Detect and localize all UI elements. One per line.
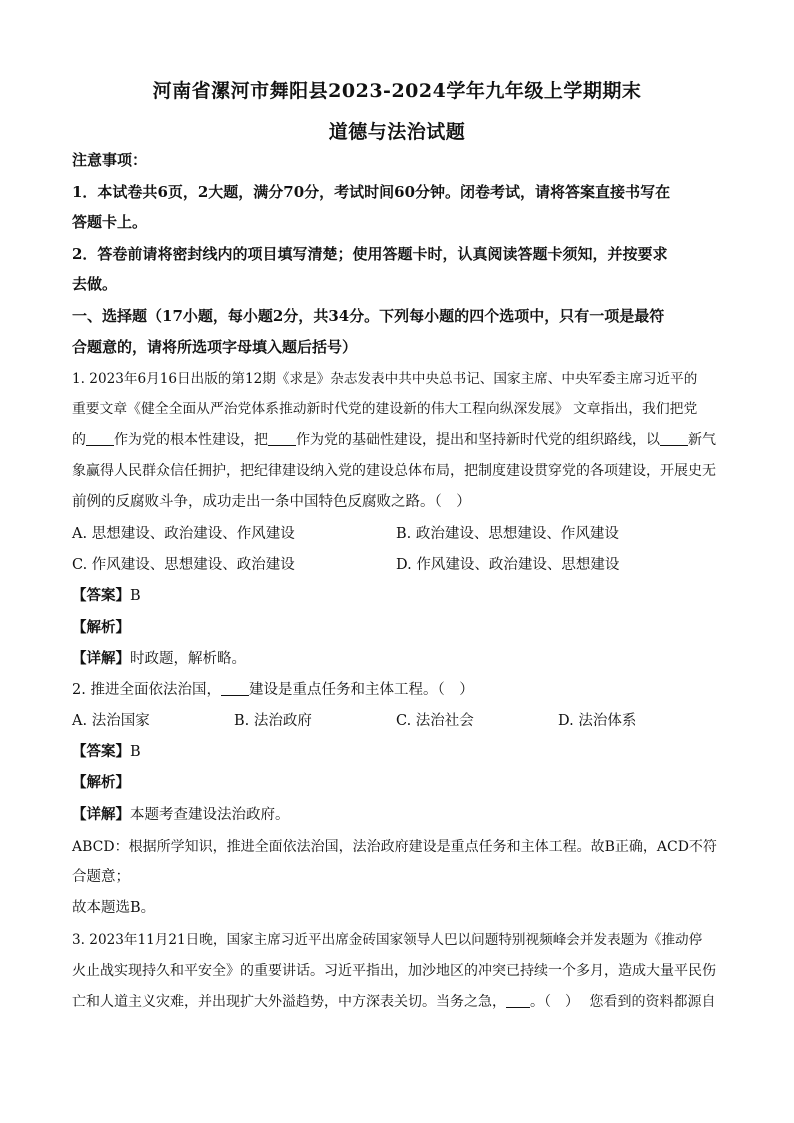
q1-option-d: D. 作风建设、政治建设、思想建设 [396,557,620,573]
q3-text: 。（ ） [530,994,579,1010]
q1-detail [72,649,724,669]
q1-stem-line-2: 重要文章《健全全面从严治党体系推动新时代党的建设新的伟大工程向纵深发展》 文章指出，我们把党 [72,401,698,417]
answer-blank [86,431,114,446]
q2-detail [72,805,724,825]
q2-option-b: B. 法治政府 [234,713,312,729]
q3-text: 亡和人道主义灾难，并出现扩大外溢趋势，中方深表关切。当务之急， [72,994,506,1010]
answer-blank [660,431,688,446]
answer-value: B [130,744,141,760]
q2-explanation-line-1: ABCD：根据所学知识，推进全面依法治国，法治政府建设是重点任务和主体工程。故B正确，ACD不符 [72,839,717,855]
answer-blank [268,431,296,446]
q2-option-d: D. 法治体系 [558,713,637,729]
q2-analysis-label: 【解析】 [72,774,130,791]
q1-option-a: A. 思想建设、政治建设、作风建设 [72,526,295,542]
q3-stem-line-2: 火止战实现持久和平安全》的重要讲话。习近平指出，加沙地区的冲突已持续一个多月，造成大量平民伤 [72,963,716,979]
answer-blank [221,681,249,696]
q1-option-b: B. 政治建设、思想建设、作风建设 [396,526,619,542]
q3-stem-line-3 [72,992,724,1012]
q1-stem-line-3 [72,430,724,450]
section-heading: 一、选择题（17小题，每小题2分，共34分。下列每小题的四个选项中，只有一项是最符 [72,307,665,325]
exam-title: 河南省漯河市舞阳县2023-2024学年九年级上学期期末 [152,80,642,102]
q1-text: 作为党的基础性建设，提出和坚持新时代党的组织路线，以 [296,432,660,448]
q1-answer [72,586,724,606]
answer-label: 【答案】 [72,587,130,604]
q1-stem-line-4: 象赢得人民群众信任拥护，把纪律建设纳入党的建设总体布局，把制度建设贯穿党的各项建设，开展史无 [72,463,716,479]
answer-label: 【答案】 [72,743,130,760]
q2-text: 建设是重点任务和主体工程。（ ） [248,682,474,698]
notice-item-1: 1．本试卷共6页，2大题，满分70分，考试时间60分钟。闭卷考试，请将答案直接书写在 [72,183,671,201]
detail-label: 【详解】 [72,650,130,667]
exam-subtitle: 道德与法治试题 [328,121,466,143]
q2-conclusion: 故本题选B。 [72,900,156,916]
answer-value: B [130,588,141,604]
q1-text: 新气 [688,432,716,448]
q1-option-c: C. 作风建设、思想建设、政治建设 [72,557,295,573]
q2-option-a: A. 法治国家 [72,713,150,729]
section-heading-cont: 合题意的，请将所选项字母填入题后括号） [72,338,358,356]
q2-answer [72,742,724,762]
notice-item-1-cont: 答题卡上。 [72,213,148,231]
q2-stem [72,680,724,700]
notice-item-2: 2．答卷前请将密封线内的项目填写清楚；使用答题卡时，认真阅读答题卡须知，并按要求 [72,245,668,263]
q1-text: 的 [72,432,86,448]
detail-text: 时政题，解析略。 [130,651,246,667]
answer-blank [506,993,530,1008]
q2-explanation-line-2: 合题意； [72,869,130,885]
q1-analysis-label: 【解析】 [72,619,130,636]
q1-stem-line-1: 1. 2023年6月16日出版的第12期《求是》杂志发表中共中央总书记、国家主席、中央军委主席习近平的 [72,371,698,387]
q1-stem-line-5: 前例的反腐败斗争，成功走出一条中国特色反腐败之路。（ ） [72,494,471,510]
detail-text: 本题考查建设法治政府。 [130,807,290,823]
notice-heading: 注意事项： [72,151,148,169]
q2-text: 2. 推进全面依法治国， [72,682,221,698]
watermark-text: 您看到的资料都源自 [589,994,716,1010]
q1-text: 作为党的根本性建设，把 [114,432,268,448]
q3-stem-line-1: 3. 2023年11月21日晚，国家主席习近平出席金砖国家领导人巴以问题特别视频峰会并发表题为《推动停 [72,932,703,948]
q2-option-c: C. 法治社会 [396,713,474,729]
notice-item-2-cont: 去做。 [72,275,118,293]
detail-label: 【详解】 [72,806,130,823]
